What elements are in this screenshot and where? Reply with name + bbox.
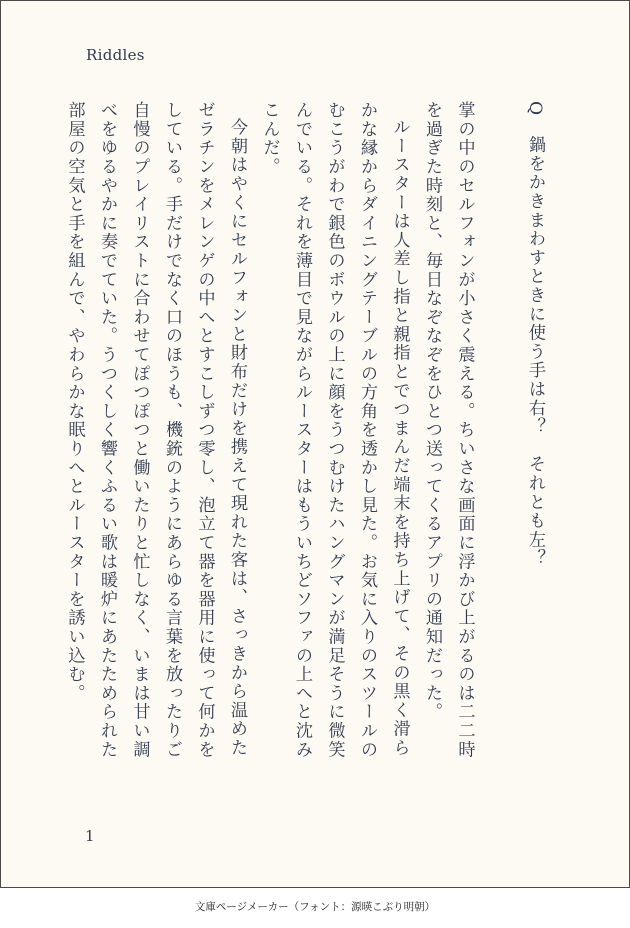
paragraph-1: 掌の中のセルフォンが小さく震える。ちいさな画面に浮かび上がるのは二二時を過ぎた時刻と、毎日なぞなぞをひとつ送ってくるアプリの通知だった。 — [422, 101, 475, 759]
generator-caption: 文庫ページメーカー（フォント：源暎こぶり明朝） — [194, 901, 436, 913]
paragraph-2: ルースターは人差し指と親指とでつまんだ端末を持ち上げて、その黒く滑らかな縁からダイニングテーブルの方角を透かし見た。お気に入りのスツールのむこうがわで銀色のボウルの上に顔をうつむけたハングマンが満足そうに微笑んでいる。それを薄目で見ながらルースターはもういちどソファの上へと沈みこんだ。 — [259, 101, 410, 759]
riddle-question: Q 鍋をかきまわすときに使う手は右？ それとも左？ — [525, 101, 545, 568]
vertical-body-text — [64, 101, 551, 771]
paragraph-3: 今朝はやくにセルフォンと財布だけを携えて現れた客は、さっきから温めたゼラチンをメレンゲの中へとすこしずつ零し、泡立て器を器用に使って何かをしている。手だけでなく口のほうも、機銃のようにあらゆる言葉を放ったりご自慢のプレイリストに合わせてぽつぽつと働いたりと忙しなく、いまは甘い調べをゆるやかに奏でていた。うつくしく響くふるい歌は暖炉にあたためられた部屋の空気と手を組んで、やわらかな眠りへとルースターを誘い込む。 — [64, 101, 247, 759]
page-number: 1 — [85, 827, 95, 845]
page-header-title: Riddles — [86, 46, 145, 64]
